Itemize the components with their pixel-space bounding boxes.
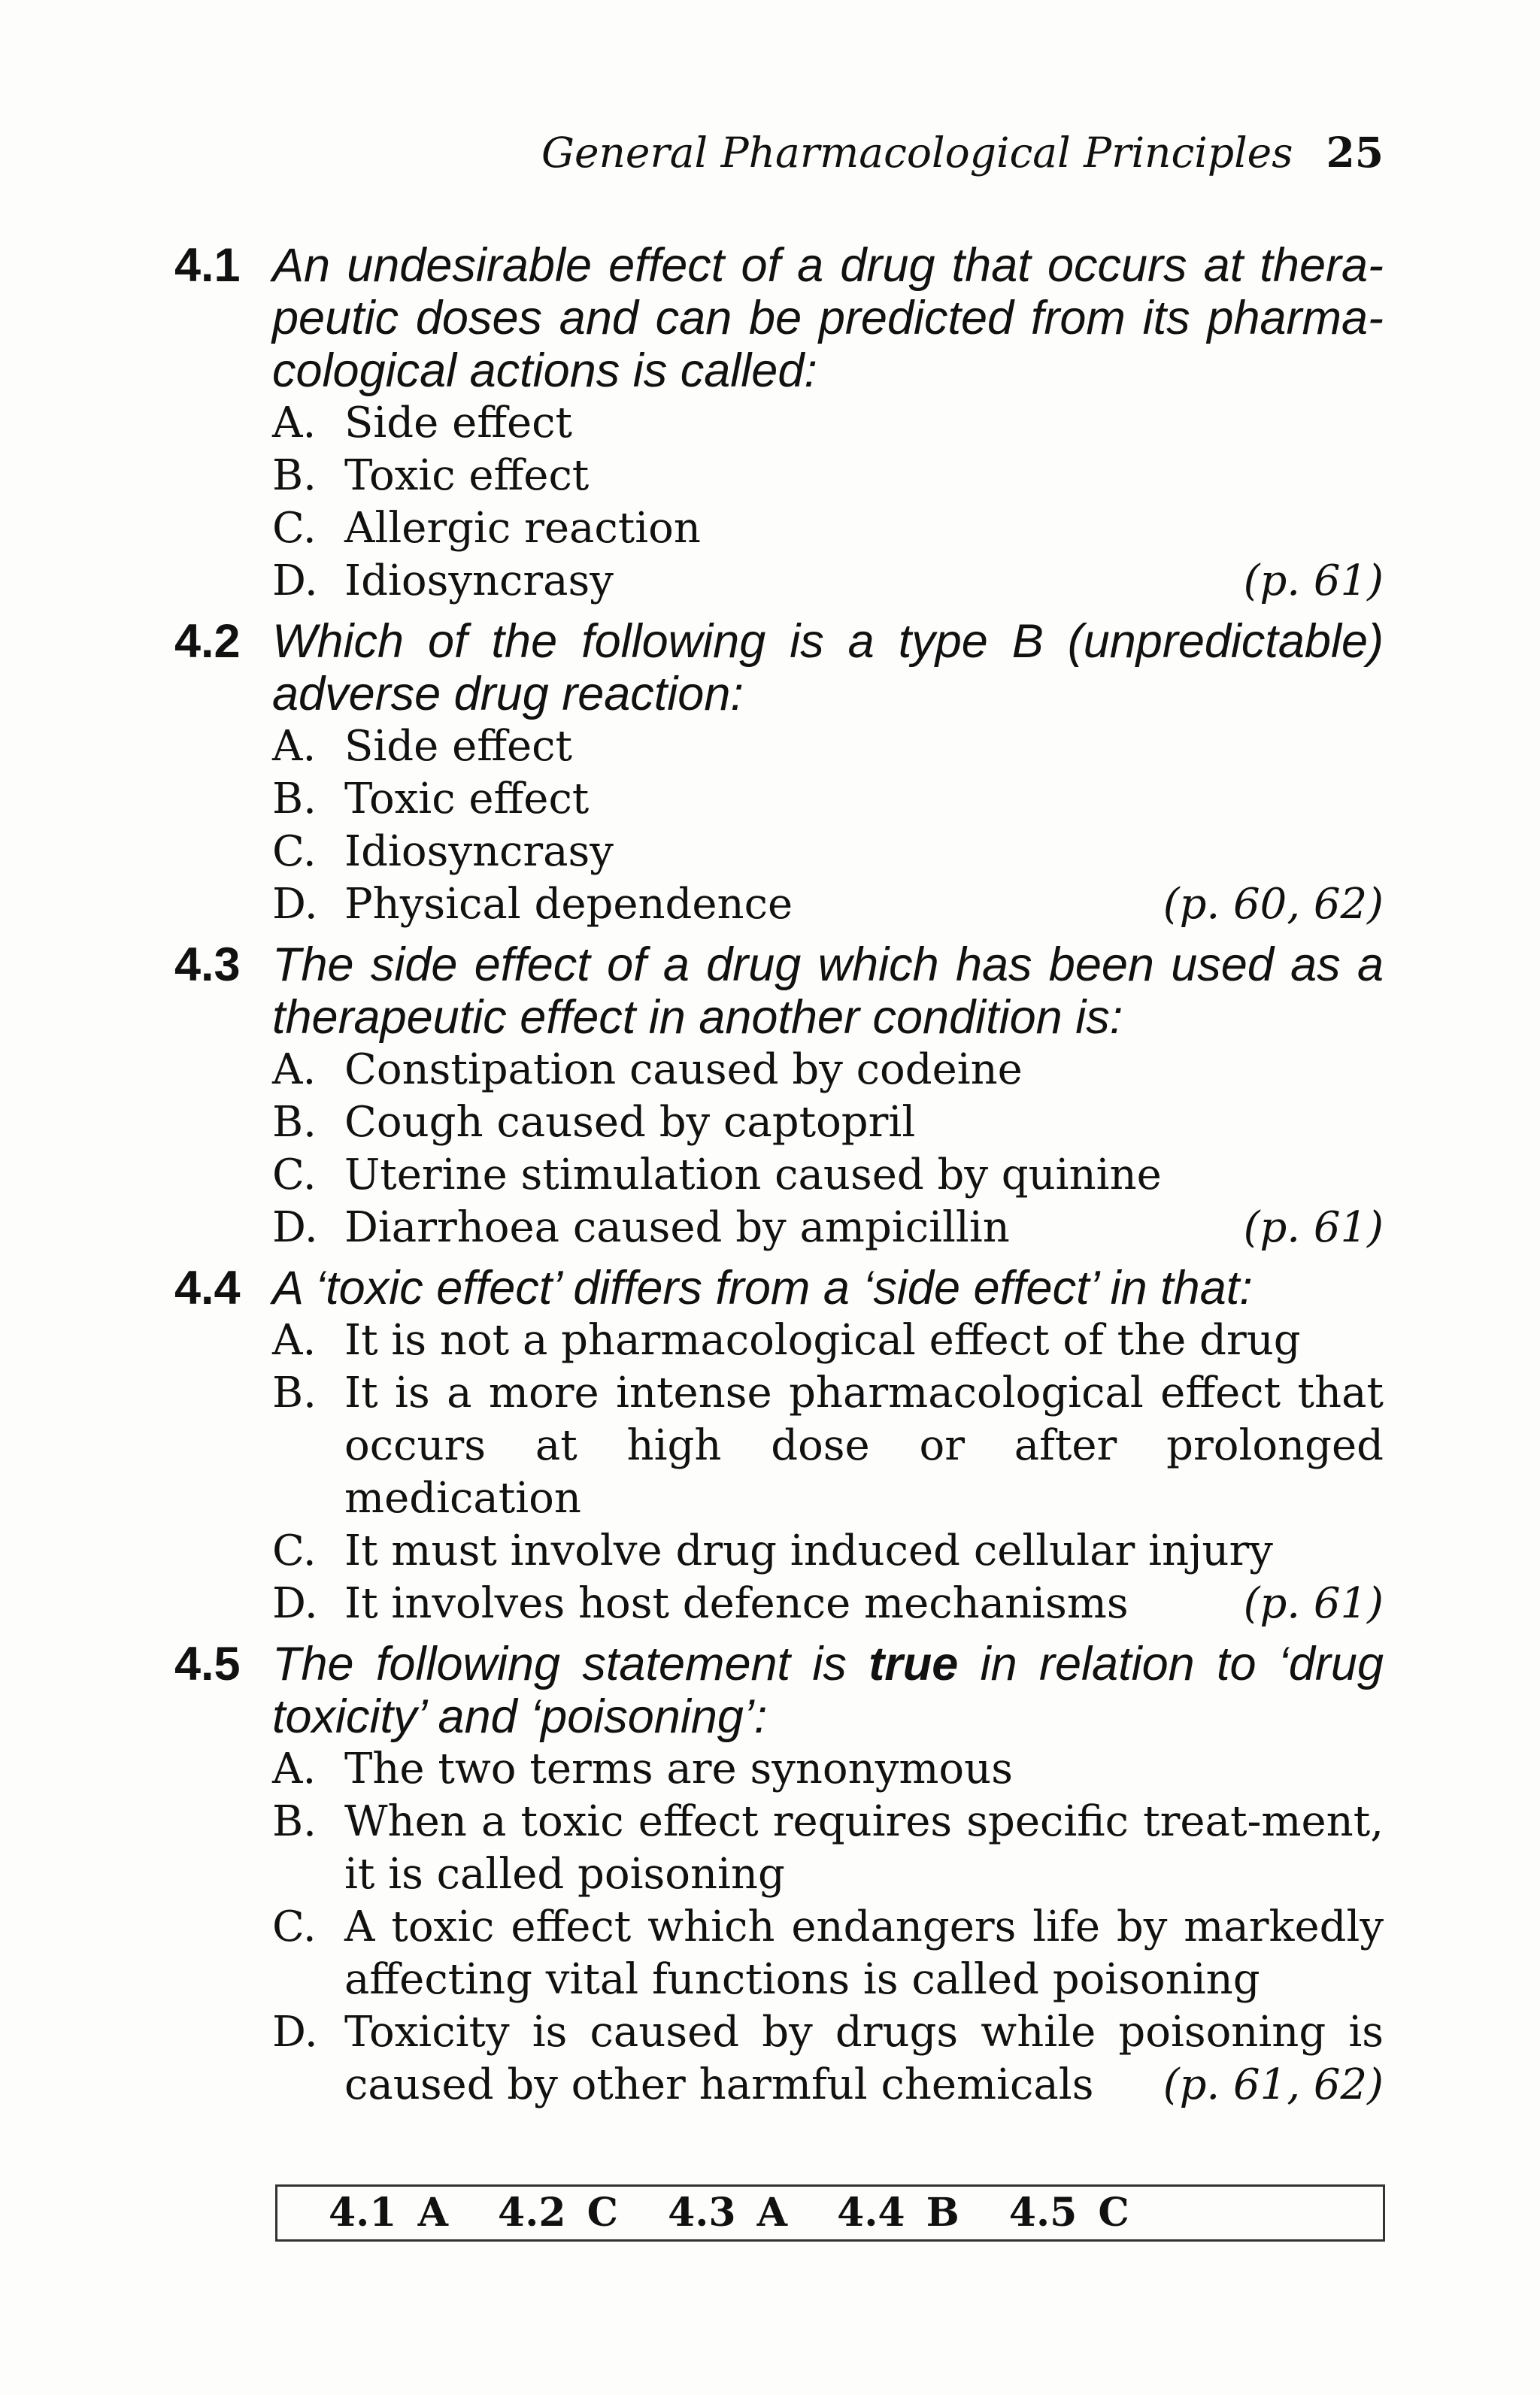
- emphasis-true: true: [869, 1638, 959, 1690]
- option-text: Physical dependence: [344, 880, 793, 929]
- option-text: It is a more intense pharmacological effect that occurs at high dose or after prolonged medication: [344, 1369, 1384, 1523]
- question-number: 4.1: [174, 239, 241, 292]
- option-letter: B.: [272, 1098, 317, 1147]
- option-letter: A.: [272, 1316, 317, 1365]
- option-letter: B.: [272, 1369, 317, 1417]
- question-4-3: [174, 938, 1384, 1254]
- option-a: [272, 1044, 1384, 1096]
- running-title: General Pharmacological Principles: [541, 129, 1293, 177]
- option-letter: D.: [272, 1203, 318, 1252]
- option-letter: C.: [272, 504, 317, 553]
- option-a: [272, 720, 1384, 773]
- option-c: [272, 1149, 1384, 1202]
- question-stem: [174, 1262, 1384, 1314]
- page-reference: (p. 61): [1243, 1579, 1384, 1628]
- option-list: [272, 720, 1384, 931]
- option-text-with-ref: [344, 555, 1384, 608]
- option-text-with-ref: [344, 878, 1384, 931]
- option-b: [272, 450, 1384, 502]
- option-d: [272, 555, 1384, 608]
- question-number: 4.4: [174, 1262, 241, 1314]
- answer-key-item: 4.2 C: [498, 2190, 618, 2236]
- option-d: [272, 1578, 1384, 1630]
- option-text-with-ref: [344, 1202, 1384, 1254]
- answer-key-item: 4.3 A: [668, 2190, 788, 2236]
- option-text: When a toxic effect requires specific treat-ment, it is called poisoning: [344, 1797, 1384, 1899]
- option-letter: A.: [272, 1745, 317, 1793]
- option-text: Uterine stimulation caused by quinine: [344, 1151, 1162, 1199]
- option-text: Side effect: [344, 399, 572, 447]
- option-letter: A.: [272, 722, 317, 771]
- answer-key-item: 4.1 A: [329, 2190, 448, 2236]
- question-text: [272, 1638, 1384, 1743]
- option-list: [272, 1314, 1384, 1630]
- option-d: [272, 2006, 1384, 2112]
- question-text: An undesirable effect of a drug that occurs at thera-peutic doses and can be predicted from its pharma-cological actions is called:: [272, 239, 1384, 397]
- option-text: Toxic effect: [344, 451, 590, 500]
- question-number: 4.5: [174, 1638, 241, 1690]
- page-header: [0, 126, 1384, 179]
- option-text-with-ref: [344, 1578, 1384, 1630]
- question-4-1: [174, 239, 1384, 608]
- option-letter: A.: [272, 399, 317, 447]
- question-text: The side effect of a drug which has been used as a therapeutic effect in another condition is:: [272, 938, 1384, 1044]
- option-letter: D.: [272, 2008, 318, 2057]
- option-text: Toxicity is caused by drugs while poisoning is caused by other harmful chemicals: [344, 2008, 1384, 2109]
- option-b: [272, 773, 1384, 826]
- page-reference: (p. 61): [1243, 1203, 1384, 1252]
- answer-key-box: [275, 2184, 1385, 2242]
- option-text: A toxic effect which endangers life by markedly affecting vital functions is called poisoning: [344, 1902, 1384, 2004]
- option-text: Toxic effect: [344, 775, 590, 823]
- question-text: Which of the following is a type B (unpredictable) adverse drug reaction:: [272, 615, 1384, 720]
- option-b: [272, 1796, 1384, 1901]
- option-text: It must involve drug induced cellular injury: [344, 1526, 1273, 1575]
- option-text: The two terms are synonymous: [344, 1745, 1013, 1793]
- option-letter: C.: [272, 827, 317, 876]
- answer-key-item: 4.5 C: [1008, 2190, 1129, 2236]
- question-text-part: in relation to ‘drug toxicity’ and ‘poisoning’:: [272, 1638, 1384, 1743]
- option-a: [272, 397, 1384, 450]
- page-number: 25: [1326, 128, 1384, 177]
- option-list: [272, 1743, 1384, 2112]
- option-text: Side effect: [344, 722, 572, 771]
- question-list: [174, 239, 1384, 2119]
- page-reference: (p. 61): [1243, 556, 1384, 605]
- option-letter: B.: [272, 1797, 317, 1846]
- question-stem: [174, 239, 1384, 397]
- option-a: [272, 1743, 1384, 1796]
- option-text: Cough caused by captopril: [344, 1098, 916, 1147]
- option-c: [272, 502, 1384, 555]
- question-text: A ‘toxic effect’ differs from a ‘side effect’ in that:: [272, 1262, 1253, 1314]
- question-4-5: [174, 1638, 1384, 2112]
- option-d: [272, 878, 1384, 931]
- question-stem: [174, 938, 1384, 1044]
- option-text: Diarrhoea caused by ampicillin: [344, 1203, 1010, 1252]
- page-reference: (p. 61, 62): [1163, 2060, 1384, 2109]
- option-text: It is not a pharmacological effect of the drug: [344, 1316, 1301, 1365]
- question-stem: [174, 615, 1384, 720]
- option-text: Idiosyncrasy: [344, 556, 614, 605]
- question-number: 4.2: [174, 615, 241, 668]
- question-stem: [174, 1638, 1384, 1743]
- option-list: [272, 1044, 1384, 1254]
- option-letter: B.: [272, 775, 317, 823]
- option-b: [272, 1367, 1384, 1525]
- option-letter: C.: [272, 1151, 317, 1199]
- option-letter: C.: [272, 1526, 317, 1575]
- page-reference: (p. 60, 62): [1163, 880, 1384, 929]
- option-letter: D.: [272, 1579, 318, 1628]
- question-4-4: [174, 1262, 1384, 1630]
- option-list: [272, 397, 1384, 608]
- question-4-2: [174, 615, 1384, 931]
- option-letter: A.: [272, 1045, 317, 1094]
- question-number: 4.3: [174, 938, 241, 991]
- option-text: Allergic reaction: [344, 504, 701, 553]
- option-letter: D.: [272, 556, 318, 605]
- option-a: [272, 1314, 1384, 1367]
- option-text-with-ref: [344, 2006, 1384, 2112]
- option-letter: C.: [272, 1902, 317, 1951]
- option-letter: B.: [272, 451, 317, 500]
- option-c: [272, 826, 1384, 878]
- option-letter: D.: [272, 880, 318, 929]
- option-c: [272, 1901, 1384, 2006]
- option-text: Constipation caused by codeine: [344, 1045, 1023, 1094]
- option-text: Idiosyncrasy: [344, 827, 614, 876]
- option-c: [272, 1525, 1384, 1578]
- question-text-part: The following statement is: [272, 1638, 869, 1690]
- option-text: It involves host defence mechanisms: [344, 1579, 1129, 1628]
- option-b: [272, 1096, 1384, 1149]
- option-d: [272, 1202, 1384, 1254]
- answer-key-item: 4.4 B: [837, 2190, 959, 2236]
